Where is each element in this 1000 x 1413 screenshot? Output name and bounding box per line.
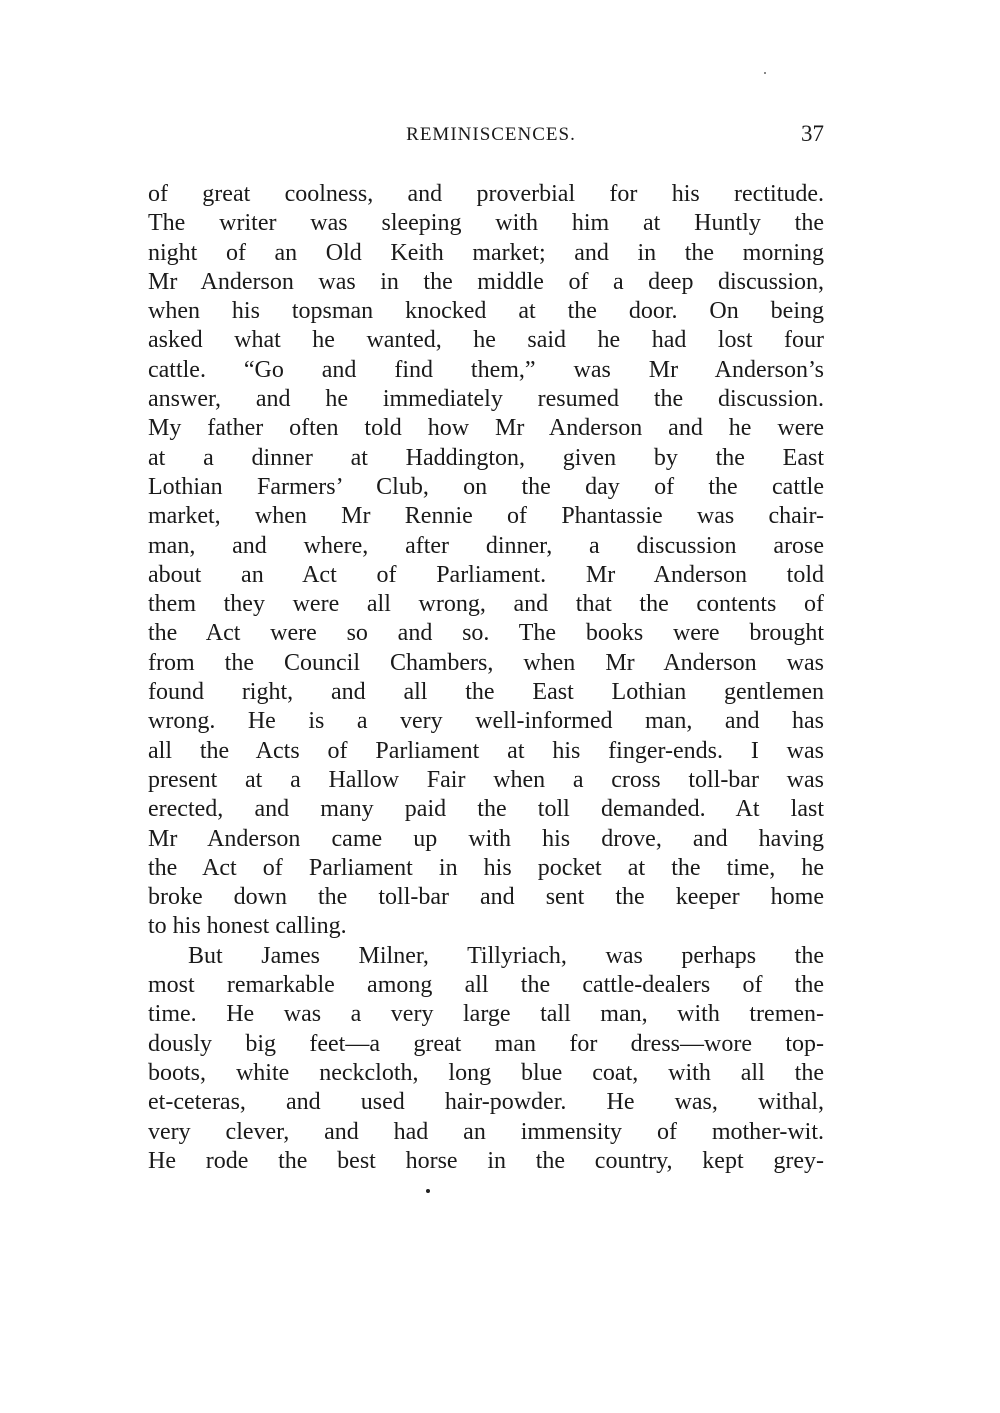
text-line: But James Milner, Tillyriach, was perhaps the xyxy=(188,942,824,969)
text-line: man, and where, after dinner, a discussion arose xyxy=(148,532,824,559)
text-line: most remarkable among all the cattle-dealers of the xyxy=(148,972,824,999)
text-line: the Act were so and so. The books were brought xyxy=(148,620,824,647)
text-line: broke down the toll-bar and sent the keeper home xyxy=(148,884,824,911)
text-line: of great coolness, and proverbial for his rectitude. xyxy=(148,181,824,207)
text-line: time. He was a very large tall man, with tremen- xyxy=(148,1001,824,1028)
text-line: at a dinner at Haddington, given by the East xyxy=(148,444,824,471)
text-line: very clever, and had an immensity of mother-wit. xyxy=(148,1118,824,1145)
text-line: asked what he wanted, he said he had lost four xyxy=(148,327,824,354)
body-text xyxy=(148,180,824,1176)
page-number: 37 xyxy=(801,121,824,146)
running-header xyxy=(148,121,824,154)
text-line: market, when Mr Rennie of Phantassie was chair- xyxy=(148,503,824,530)
text-line: the Act of Parliament in his pocket at the time, he xyxy=(148,854,824,881)
text-line: wrong. He is a very well-informed man, and has xyxy=(148,708,824,735)
text-line: night of an Old Keith market; and in the morning xyxy=(148,239,824,266)
text-line: et-ceteras, and used hair-powder. He was, withal, xyxy=(148,1089,824,1116)
text-line: My father often told how Mr Anderson and he were xyxy=(148,415,824,442)
text-line: Lothian Farmers’ Club, on the day of the cattle xyxy=(148,473,824,500)
text-line: Mr Anderson came up with his drove, and having xyxy=(148,825,824,852)
text-line: present at a Hallow Fair when a cross toll-bar was xyxy=(148,766,824,793)
text-line: when his topsman knocked at the door. On being xyxy=(148,298,824,325)
text-line: them they were all wrong, and that the contents of xyxy=(148,591,824,618)
text-line: dously big feet—a great man for dress—wore top- xyxy=(148,1030,824,1057)
text-line: Mr Anderson was in the middle of a deep discussion, xyxy=(148,268,824,295)
text-line: boots, white neckcloth, long blue coat, with all the xyxy=(148,1059,824,1086)
text-line: to his honest calling. xyxy=(148,913,347,940)
text-line: about an Act of Parliament. Mr Anderson told xyxy=(148,561,824,588)
text-line: found right, and all the East Lothian gentlemen xyxy=(148,679,824,706)
running-title: REMINISCENCES. xyxy=(406,124,576,145)
text-line: He rode the best horse in the country, kept grey- xyxy=(148,1147,824,1174)
text-line: cattle. “Go and find them,” was Mr Anderson’s xyxy=(148,356,824,383)
text-line: The writer was sleeping with him at Huntly the xyxy=(148,210,824,237)
text-line: erected, and many paid the toll demanded. At last xyxy=(148,796,824,823)
ink-dot xyxy=(426,1189,430,1193)
paper-speck xyxy=(764,72,766,74)
text-line: answer, and he immediately resumed the discussion. xyxy=(148,386,824,413)
text-line: from the Council Chambers, when Mr Anderson was xyxy=(148,649,824,676)
text-line: all the Acts of Parliament at his finger-ends. I was xyxy=(148,737,824,764)
